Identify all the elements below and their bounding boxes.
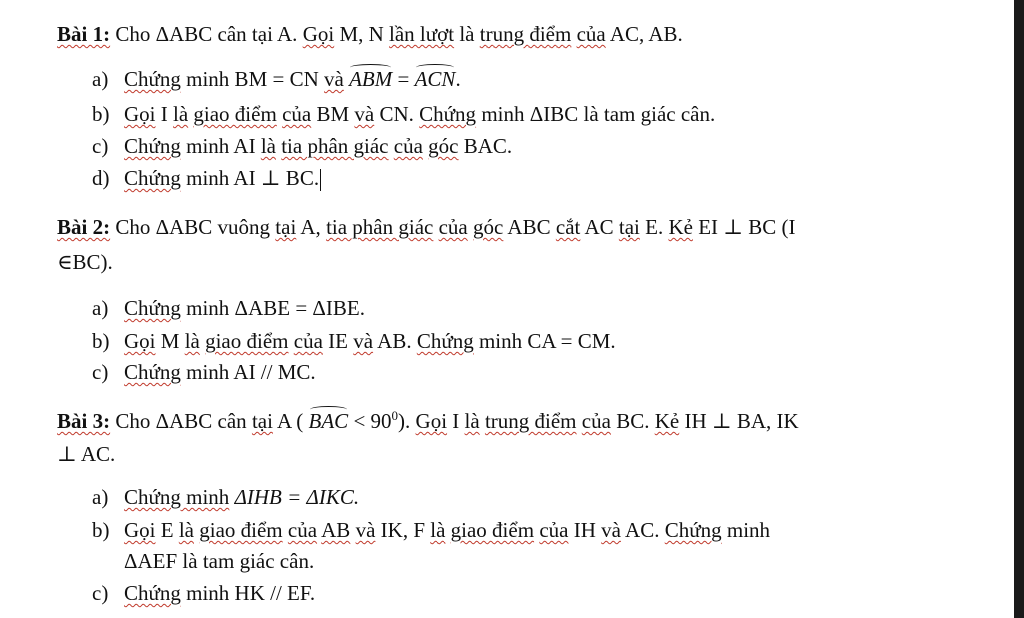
bai3-text: tại [251, 409, 273, 433]
item-text: minh AI ⊥ BC. [180, 166, 320, 190]
bai1-text: Cho ΔABC cân tại A. [110, 22, 303, 46]
bai3-item-c [92, 580, 315, 606]
item-text: giao điểm [193, 102, 277, 126]
item-text: minh [721, 518, 771, 542]
bai2-text: Kẻ [668, 215, 693, 239]
bai3-heading-cont: ⊥ AC. [57, 442, 116, 466]
item-text: Chứng [124, 581, 181, 605]
bai2-text: Cho ΔABC vuông [110, 215, 276, 239]
bai1-text: lần lượt [389, 22, 455, 46]
bai3-text: Cho ΔABC cân [110, 409, 252, 433]
bai1-text: AC, AB. [605, 22, 683, 46]
item-text: là [430, 518, 446, 542]
item-text: Gọi [124, 518, 156, 542]
item-text: AB. [373, 329, 417, 353]
item-text: IE [322, 329, 354, 353]
degree-sup: 0 [391, 408, 399, 423]
item-label: a) [92, 296, 109, 320]
text-cursor [320, 169, 321, 191]
bai3-text: IH ⊥ BA, IK [679, 409, 799, 433]
bai3-text: ). [398, 409, 416, 433]
item-text: minh ΔIBC là tam giác cân. [476, 102, 716, 126]
item-text: của [287, 518, 318, 542]
item-label: a) [92, 67, 109, 91]
item-label: c) [92, 134, 109, 158]
bai2-text: E. [639, 215, 669, 239]
bai1-text: trung điểm [479, 22, 572, 46]
item-text: và [354, 102, 375, 126]
item-text: I [155, 102, 173, 126]
item-text: minh AI [180, 134, 261, 158]
bai2-text: tại [618, 215, 640, 239]
item-text: là [260, 134, 276, 158]
item-text: Chứng [664, 518, 722, 542]
item-text: và [601, 518, 621, 542]
bai1-item-b [92, 101, 715, 127]
bai3-text: < 90 [348, 409, 392, 433]
bai2-title: Bài 2: [57, 215, 111, 239]
bai3-text: là [464, 409, 480, 433]
item-label: b) [92, 329, 110, 353]
item-text: IK, F [375, 518, 431, 542]
angle-acn: ACN [415, 64, 456, 92]
bai3-text: BC. [610, 409, 655, 433]
item-text: Chứng [124, 360, 181, 384]
item-text: M [155, 329, 185, 353]
bai2-text: AC [580, 215, 619, 239]
bai2-heading-cont: ∈BC). [57, 250, 113, 274]
bai2-text: tia phân giác [326, 215, 434, 239]
screen-edge [1014, 0, 1024, 618]
item-formula: ΔIHB = ΔIKC. [234, 485, 360, 509]
bai1-item-a [92, 64, 461, 92]
bai2-text: của [438, 215, 468, 239]
item-text: và [355, 518, 376, 542]
item-text: Chứng minh [124, 485, 230, 509]
angle-bac: BAC [309, 406, 349, 434]
item-text: của [293, 329, 323, 353]
angle-abm: ABM [349, 64, 392, 92]
item-text: giao điểm [450, 518, 535, 542]
item-text: và [353, 329, 374, 353]
bai3-item-b-cont: ΔAEF là tam giác cân. [124, 549, 315, 573]
bai2-text: EI ⊥ BC (I [692, 215, 796, 239]
item-text: . [455, 67, 461, 91]
item-text: AC. [620, 518, 665, 542]
item-text: là [178, 518, 194, 542]
item-text: minh BM = CN [180, 67, 325, 91]
item-text: BAC. [458, 134, 513, 158]
item-text: và [324, 67, 344, 91]
item-text: của [539, 518, 569, 542]
item-text: CN. [374, 102, 420, 126]
bai1-title: Bài 1: [57, 22, 111, 46]
bai1-text: là [454, 22, 480, 46]
item-text: IH [568, 518, 602, 542]
bai2-item-b [92, 328, 616, 354]
bai1-text: M, N [334, 22, 390, 46]
bai3-text: I [447, 409, 465, 433]
item-label: c) [92, 581, 109, 605]
bai3-text: của [581, 409, 611, 433]
bai2-item-a [92, 295, 365, 321]
bai2-item-c [92, 359, 316, 385]
bai3-item-a [92, 484, 359, 510]
item-text: Chứng [124, 296, 181, 320]
item-text: góc [428, 134, 459, 158]
item-label: d) [92, 166, 110, 190]
item-label: b) [92, 518, 110, 542]
item-label: c) [92, 360, 109, 384]
item-text: BM [311, 102, 355, 126]
bai2-text: cắt [555, 215, 581, 239]
bai1-text: Gọi [302, 22, 335, 46]
item-label: b) [92, 102, 110, 126]
bai1-item-c [92, 133, 512, 159]
item-text: AB [321, 518, 351, 542]
bai1-heading [57, 21, 683, 47]
bai3-text: trung điểm [484, 409, 577, 433]
item-text: Chứng [124, 134, 181, 158]
item-text: giao điểm [205, 329, 289, 353]
bai3-text: A ( [272, 409, 309, 433]
bai3-text: Kẻ [654, 409, 680, 433]
bai3-item-b [92, 517, 770, 543]
item-text: tia phân giác [281, 134, 389, 158]
bai3-heading [57, 406, 799, 434]
bai2-text: A, [296, 215, 327, 239]
item-text: của [393, 134, 423, 158]
bai3-title: Bài 3: [57, 409, 111, 433]
bai3-text: Gọi [415, 409, 448, 433]
bai1-text: của [576, 22, 606, 46]
item-text: minh AI // MC. [180, 360, 316, 384]
item-text: minh HK // EF. [180, 581, 316, 605]
item-text: Chứng [124, 166, 181, 190]
bai2-heading [57, 214, 796, 240]
item-text: = [392, 67, 415, 91]
bai2-text: tại [275, 215, 297, 239]
item-text: của [282, 102, 312, 126]
item-text: là [173, 102, 189, 126]
item-label: a) [92, 485, 109, 509]
item-text: minh CA = CM. [473, 329, 616, 353]
bai2-text: ABC [503, 215, 556, 239]
item-text: Chứng [419, 102, 477, 126]
item-text: giao điểm [199, 518, 283, 542]
item-text: Gọi [124, 102, 156, 126]
item-text: Chứng [124, 67, 181, 91]
item-text: là [184, 329, 200, 353]
item-text: E [155, 518, 179, 542]
bai1-item-d [92, 165, 321, 191]
item-text: Chứng [416, 329, 474, 353]
item-text: minh ΔABE = ΔIBE. [180, 296, 365, 320]
bai2-text: góc [473, 215, 504, 239]
item-text: Gọi [124, 329, 156, 353]
